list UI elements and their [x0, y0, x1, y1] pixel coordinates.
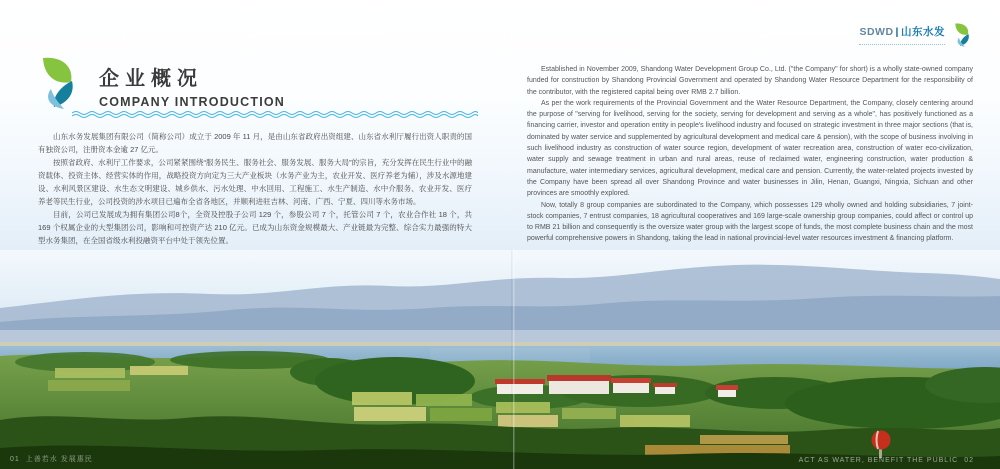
page-fold-shadow: [511, 250, 513, 469]
brand-text-en: SDWD: [859, 26, 894, 38]
page-title-cn: 企业概况: [99, 68, 203, 90]
english-introduction: [527, 64, 973, 245]
brand-dotted-line: [859, 43, 945, 45]
page-number-left: 01: [10, 456, 20, 463]
brand-text: [859, 24, 945, 39]
wave-divider: [72, 110, 478, 119]
en-paragraph-1: Established in November 2009, Shandong Water Development Group Co., Ltd. ("the Company" for short) is a wholly state-owned company funded for construction by Shandong Provincial Government and operated by Shandong Water Resource Department for the responsibility of the contributor, with the registered capital being over RMB 2.7 billion.: [527, 66, 973, 96]
page-fold-highlight: [513, 250, 515, 469]
en-paragraph-3: Now, totally 8 group companies are subordinated to the Company, which possesses 129 wholly owned and holding subsidiaries, 7 joint-stock companies, 7 entrust companies, 18 agricultural cooperatives and 169 large-scale ownership group companies, could affect or control up to RMB 21 billion and consequently is the oversize water group with the largest scope of funds, the most complete business chain and the most powerful comprehensive powers in Shandong, taking the lead in national provincial-level water resources investment & financing platform.: [527, 201, 973, 243]
landscape-photo-art: [0, 250, 1000, 469]
sdwd-logo-icon: [953, 23, 974, 47]
landscape-photo: [0, 250, 1000, 469]
section-header: [38, 57, 285, 109]
cn-paragraph-2: 按照省政府、水利厅工作要求，公司紧紧围绕“服务民生、服务社会、服务发展、服务大局”的宗旨，充分发挥在民生行业中的融资载体、投资主体、经营实体的作用，战略投资方向定为三大产业板块（水务产业为主，农业开发、医疗养老为辅），涉及水源地建设、水利风景区建设、水生态文明建设、城乡供水、污水处理、中水回用、工程施工、水生产制造、水中介服务、农业开发、医疗养老等民生行业，公司投资的涉水项目已遍布全省各地区，并顺利进驻吉林、河南、广西、宁夏、四川等水务市场。: [38, 158, 472, 206]
harvest-field-2: [700, 435, 788, 444]
footer-slogan-en: ACT AS WATER, BENEFIT THE PUBLIC: [798, 457, 959, 464]
brand-divider: |: [895, 26, 899, 38]
brand-block: [859, 24, 974, 47]
cn-paragraph-3: 目前，公司已发展成为拥有集团公司8个，全资及控股子公司 129 个，参股公司 7 个，托管公司 7 个，农业合作社 18 个，共 169 个权属企业的大型集团公司，影响和可控资产达 210 亿元。已成为山东资金规模最大、产业链最为完整、综合实力最强的特大型水务集团，在全国省级水利投融资平台中处于领先位置。: [38, 210, 472, 245]
en-paragraph-2: As per the work requirements of the Provincial Government and the Water Resource Department, the Company, closely centering around the purpose of "serving for livelihood, serving for the society, serving for development and serving as a whole", has positively functioned as a financing carrier, investor and operation entity in people's livelihood industry and focused on strategic investment in three major sections (that is, dominated by water service and supplemented by agricultural development and medical care & pension), with the scope of business involving in such livelihood industry as construction of water source region, development of water recreation area, construction of water eco-civilization, water supply and sewage treatment in urban and rural areas, reuse of reclaimed water, engineering construction, water production & manufacture, water intermediary services, agricultural development, medical care and pension. Currently, the water-related projects invested by the Company have been spread all over Shandong Province and water businesses in Jilin, Henan, Guangxi, Ningxia, Sichuan and other provinces are smoothly explored.: [527, 99, 973, 198]
chinese-introduction: [38, 130, 472, 247]
water-leaf-logo-icon: [38, 57, 84, 109]
brand-text-cn: 山东水发: [901, 26, 945, 38]
footer-slogan-cn: 上善若水 发展惠民: [25, 456, 93, 463]
footer-left: [10, 454, 99, 464]
page-title-en: COMPANY INTRODUCTION: [99, 95, 286, 109]
cn-paragraph-1: 山东水务发展集团有限公司（简称公司）成立于 2009 年 11 月，是由山东省政府出资组建、山东省水利厅履行出资人职责的国有独资公司，注册资本金逾 27 亿元。: [38, 132, 472, 154]
footer-right: [799, 457, 974, 464]
page-number-right: 02: [964, 457, 974, 464]
